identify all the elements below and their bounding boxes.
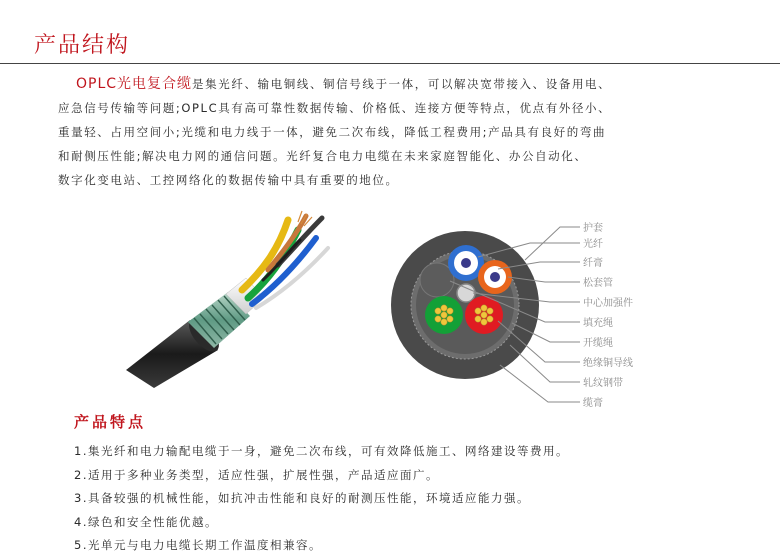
label-steel-tape: 轧纹钢带: [583, 378, 623, 389]
cable-conductors: [242, 216, 328, 308]
intro-text: 是集光纤、输电铜线、铜信号线于一体，可以解决宽带接入、设备用电、: [192, 77, 612, 91]
intro-line: 和耐侧压性能;解决电力网的通信问题。光纤复合电力电缆在未来家庭智能化、办公自动化、: [58, 149, 588, 163]
features-list: [74, 440, 569, 558]
label-insulated-copper: 绝缘铜导线: [583, 358, 633, 369]
intro-paragraph: [58, 72, 718, 192]
feature-item: 3.具备较强的机械性能，如抗冲击性能和良好的耐测压性能，环境适应能力强。: [74, 491, 530, 505]
label-fiber-gel: 纤膏: [583, 258, 603, 269]
intro-line: 应急信号传输等问题;OPLC具有高可靠性数据传输、价格低、连接方便等特点，优点有外径小、: [58, 101, 612, 115]
feature-item: 1.集光纤和电力输配电缆于一身，避免二次布线，可有效降低施工、网络建设等费用。: [74, 444, 569, 458]
section-title: 产品结构: [34, 33, 131, 58]
optical-fiber: [461, 258, 471, 268]
label-ripcord: 开缆绳: [583, 338, 613, 349]
intro-line: 重量轻、占用空间小;光缆和电力线于一体，避免二次布线，降低工程费用;产品具有良好的弯曲: [58, 125, 607, 139]
product-name: OPLC光电复合缆: [76, 76, 193, 92]
intro-line: 数字化变电站、工控网络化的数据传输中具有重要的地位。: [58, 173, 399, 187]
label-cable-gel: 缆膏: [583, 398, 603, 409]
optical-fiber: [490, 272, 500, 282]
cable-photo: [118, 210, 348, 390]
intro-line: [58, 72, 718, 96]
label-filler-rope: 填充绳: [583, 318, 613, 329]
cable-cross-section: [391, 231, 539, 379]
component-labels: [583, 221, 633, 409]
label-loose-tube: 松套管: [583, 278, 613, 289]
central-strength-member: [457, 284, 475, 302]
features-title: 产品特点: [74, 413, 147, 431]
label-fiber: 光纤: [583, 239, 603, 250]
feature-item: 2.适用于多种业务类型，适应性强，扩展性强，产品适应面广。: [74, 467, 439, 482]
label-strength-member: 中心加强件: [583, 298, 633, 309]
label-jacket: 护套: [583, 223, 603, 234]
feature-item: 5.光单元与电力电缆长期工作温度相兼容。: [74, 538, 322, 552]
cross-section-diagram: [380, 205, 710, 420]
feature-item: 4.绿色和安全性能优越。: [74, 514, 218, 529]
title-divider: [0, 63, 780, 64]
